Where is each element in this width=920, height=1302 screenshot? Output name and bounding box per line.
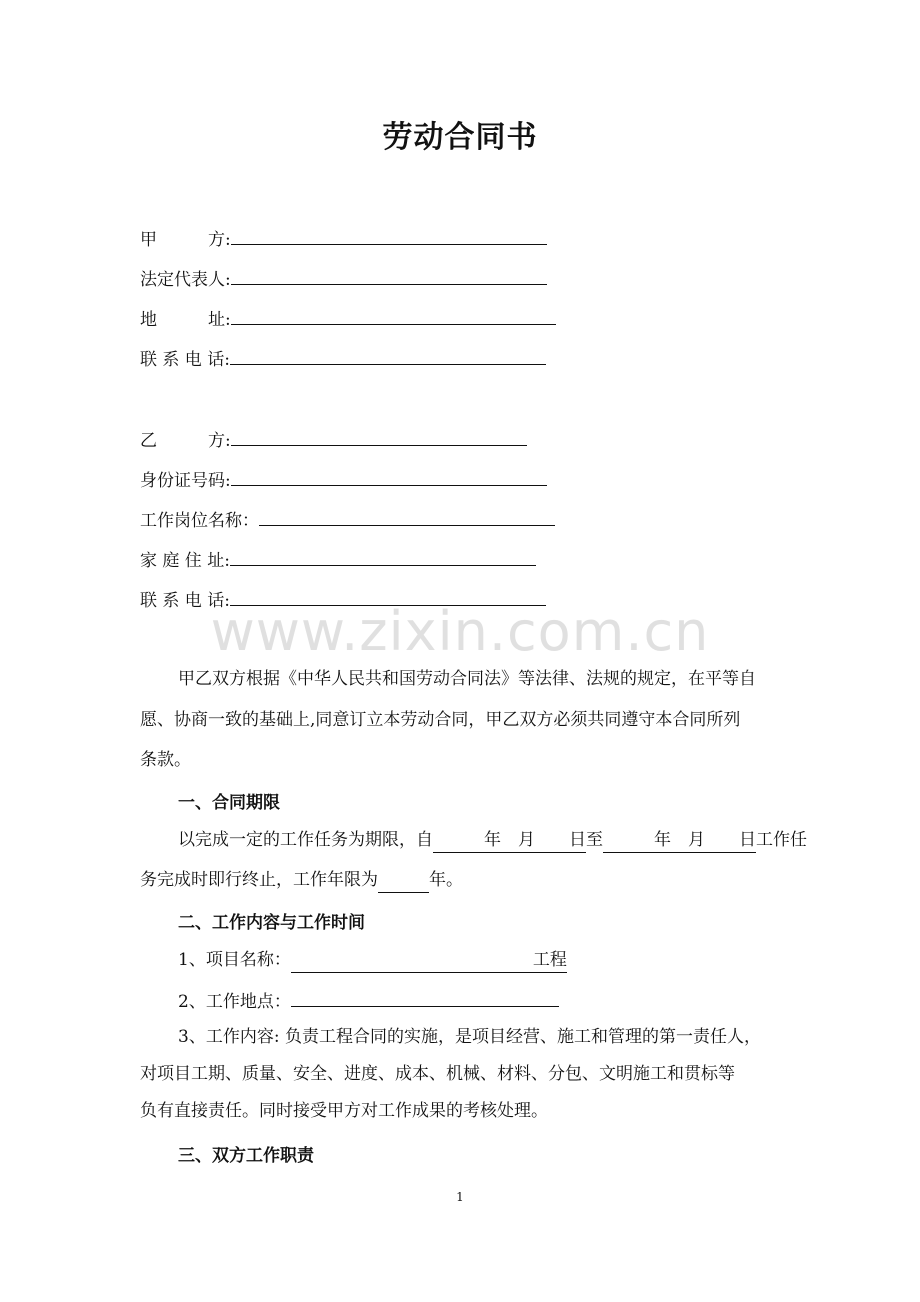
start-date-blank: 年 月 日 [433, 828, 586, 853]
party-b-position-field [140, 507, 555, 533]
party-a-name-blank [231, 226, 547, 245]
party-b-home-blank [230, 547, 536, 566]
party-a-address-blank [231, 306, 556, 325]
project-name-blank: 工程 [291, 948, 567, 973]
party-a-name-field [140, 226, 547, 252]
party-a-rep-blank [231, 266, 547, 285]
section-1-line-1 [178, 828, 807, 853]
party-b-home-label: 家 庭 住 址: [140, 551, 230, 571]
preamble-line-2: 愿、协商一致的基础上,同意订立本劳动合同，甲乙双方必须共同遵守本合同所列 [140, 710, 741, 730]
party-b-phone-label: 联 系 电 话: [140, 591, 230, 611]
page-number: 1 [456, 1190, 464, 1204]
term-text-end: 工作任 [756, 830, 807, 850]
preamble-line-3: 条款。 [140, 750, 191, 770]
party-a-rep-label: 法定代表人: [140, 270, 231, 290]
term-years-text: 务完成时即行终止，工作年限为 [140, 870, 378, 890]
term-years-blank [378, 868, 429, 893]
watermark: www.zixin.com.cn [210, 600, 710, 663]
preamble-line-1: 甲乙双方根据《中华人民共和国劳动合同法》等法律、法规的规定，在平等自 [178, 669, 756, 689]
project-name-field [178, 948, 567, 973]
work-location-blank [291, 988, 559, 1007]
section-3-heading: 三、双方工作职责 [178, 1146, 314, 1166]
party-a-phone-field [140, 346, 546, 372]
party-b-home-field [140, 547, 536, 573]
party-b-name-label: 乙 方: [140, 431, 231, 451]
project-name-label: 1、项目名称： [178, 950, 291, 970]
party-a-address-label: 地 址: [140, 310, 231, 330]
work-location-label: 2、工作地点： [178, 992, 291, 1012]
work-content-line-3: 负有直接责任。同时接受甲方对工作成果的考核处理。 [140, 1101, 548, 1121]
term-years-suffix: 年。 [429, 870, 463, 890]
page-title: 劳动合同书 [382, 120, 538, 155]
term-to: 至 [586, 830, 603, 850]
work-location-field [178, 988, 559, 1014]
party-a-name-label: 甲 方: [140, 230, 231, 250]
party-b-id-field [140, 467, 547, 493]
party-b-id-blank [231, 467, 547, 486]
term-text-start: 以完成一定的工作任务为期限，自 [178, 830, 433, 850]
section-2-heading: 二、工作内容与工作时间 [178, 913, 365, 933]
work-content-line-1: 3、工作内容: 负责工程合同的实施，是项目经营、施工和管理的第一责任人， [178, 1027, 761, 1047]
party-b-id-label: 身份证号码: [140, 471, 231, 491]
party-b-name-blank [231, 427, 527, 446]
end-date-blank: 年 月 日 [603, 828, 756, 853]
party-a-phone-blank [230, 346, 546, 365]
party-b-position-blank [259, 507, 555, 526]
party-b-position-label: 工作岗位名称： [140, 511, 259, 531]
section-1-line-2 [140, 868, 463, 893]
party-a-address-field [140, 306, 556, 332]
work-content-line-2: 对项目工期、质量、安全、进度、成本、机械、材料、分包、文明施工和贯标等 [140, 1064, 735, 1084]
party-a-rep-field [140, 266, 547, 292]
party-b-name-field [140, 427, 527, 453]
section-1-heading: 一、合同期限 [178, 793, 280, 813]
party-a-phone-label: 联 系 电 话: [140, 350, 230, 370]
